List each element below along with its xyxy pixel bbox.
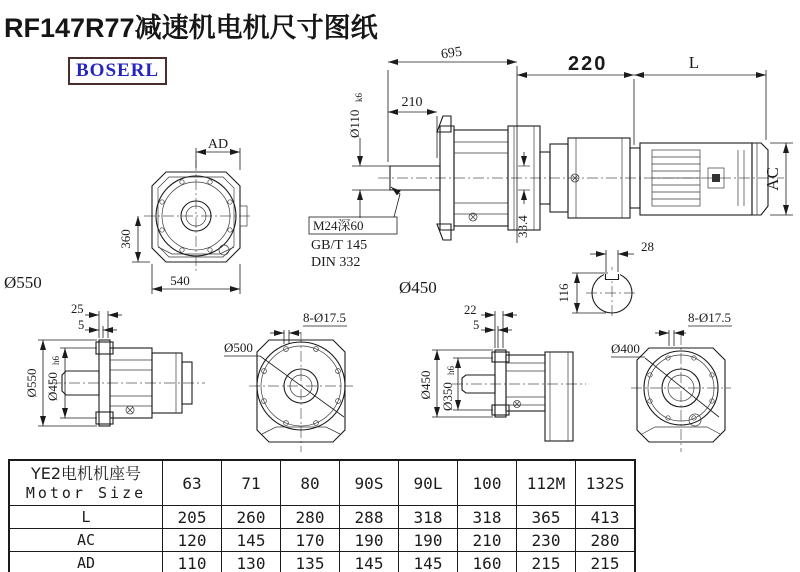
AC-112m: 230	[517, 529, 576, 552]
dim-220-label: 220	[568, 53, 608, 75]
holes-label-right: 8-Ø17.5	[688, 310, 731, 325]
dim-5-label: 5	[78, 318, 85, 332]
dim-210-label: 210	[401, 95, 423, 110]
L-112m: 365	[517, 506, 576, 529]
dim-360-label: 360	[118, 229, 133, 249]
size-100: 100	[458, 460, 517, 506]
dim-28-label: 28	[641, 239, 654, 254]
side-view-350-drawing	[452, 350, 586, 441]
AC-80: 170	[281, 529, 340, 552]
AC-71: 145	[222, 529, 281, 552]
L-132s: 413	[576, 506, 636, 529]
spigot-diameter-450-label: Ø450	[45, 372, 60, 401]
dim-695-label: 695	[440, 44, 463, 63]
AD-71: 130	[222, 552, 281, 572]
row-label-L: L	[9, 506, 163, 529]
motor-size-header	[9, 460, 163, 506]
table-header-row	[9, 460, 635, 506]
brand-logo-text: BOSERL	[76, 60, 160, 81]
AD-132s: 215	[576, 552, 636, 572]
size-132s: 132S	[576, 460, 636, 506]
side-view-350-dimensions	[418, 303, 517, 417]
AD-100: 160	[458, 552, 517, 572]
label-diameter-450: Ø450	[399, 278, 437, 297]
size-71: 71	[222, 460, 281, 506]
spigot-diameter-350-label: Ø350	[440, 382, 455, 411]
side-view-main-drawing	[378, 116, 784, 240]
table-row-L	[9, 506, 635, 529]
dim-ad-label: AD	[207, 137, 229, 152]
size-90l: 90L	[399, 460, 458, 506]
AD-112m: 215	[517, 552, 576, 572]
L-100: 318	[458, 506, 517, 529]
table-row-AD	[9, 552, 635, 572]
tap-note-line1: M24深60	[313, 218, 364, 233]
dim-33-4-label: 33.4	[515, 215, 530, 238]
size-112m: 112M	[517, 460, 576, 506]
bolt-circle-500-label: Ø500	[224, 340, 253, 355]
tap-note-line3: DIN 332	[311, 255, 361, 270]
spigot-450-tolerance: h6	[51, 356, 61, 365]
AD-80: 135	[281, 552, 340, 572]
front-view-dimensions	[4, 137, 240, 294]
dim-25-label: 25	[71, 302, 84, 316]
AC-63: 120	[163, 529, 222, 552]
bolt-circle-400-label: Ø400	[611, 341, 640, 356]
size-63: 63	[163, 460, 222, 506]
flange-view-500-drawing	[249, 332, 353, 452]
row-label-AD: AD	[9, 552, 163, 572]
motor-size-header-en: Motor Size	[25, 483, 147, 502]
side-view-dimensions	[309, 45, 793, 297]
shaft-diameter-label: Ø110	[347, 109, 362, 138]
AD-90s: 145	[340, 552, 399, 572]
spigot-350-tolerance: h6	[446, 366, 456, 375]
dim-22-label: 22	[464, 303, 477, 317]
dim-5-label-right: 5	[473, 318, 480, 332]
L-63: 205	[163, 506, 222, 529]
L-71: 260	[222, 506, 281, 529]
size-80: 80	[281, 460, 340, 506]
dimension-table	[8, 459, 636, 572]
side-view-550-dimensions	[24, 302, 122, 426]
AC-90l: 190	[399, 529, 458, 552]
dim-540-label: 540	[170, 273, 190, 288]
AC-100: 210	[458, 529, 517, 552]
L-90l: 318	[399, 506, 458, 529]
L-90s: 288	[340, 506, 399, 529]
flange-diameter-450-label: Ø450	[418, 370, 433, 400]
shaft-section-drawing	[556, 239, 654, 319]
AD-90l: 145	[399, 552, 458, 572]
motor-size-header-cn: YE2电机机座号	[30, 463, 142, 483]
size-90s: 90S	[340, 460, 399, 506]
AC-90s: 190	[340, 529, 399, 552]
dim-116-label: 116	[556, 283, 571, 303]
flange-diameter-550-label: Ø550	[24, 368, 39, 398]
tap-note-line2: GB/T 145	[311, 238, 368, 253]
flange-view-400-dimensions	[611, 310, 732, 357]
page-title: RF147R77减速机电机尺寸图纸	[4, 13, 378, 43]
row-label-AC: AC	[9, 529, 163, 552]
brand-logo	[68, 57, 167, 85]
side-view-550-drawing	[50, 340, 205, 426]
L-80: 280	[281, 506, 340, 529]
motor-drawing	[640, 143, 768, 215]
flange-view-400-drawing	[631, 334, 731, 452]
table-row-AC	[9, 529, 635, 552]
front-view-drawing	[144, 160, 250, 272]
dim-l-label: L	[688, 53, 700, 72]
AD-63: 110	[163, 552, 222, 572]
dim-ac-label: AC	[763, 167, 782, 191]
label-diameter-550: Ø550	[4, 273, 42, 292]
holes-label-left: 8-Ø17.5	[303, 310, 346, 325]
shaft-diameter-tolerance: k6	[354, 93, 364, 102]
AC-132s: 280	[576, 529, 636, 552]
